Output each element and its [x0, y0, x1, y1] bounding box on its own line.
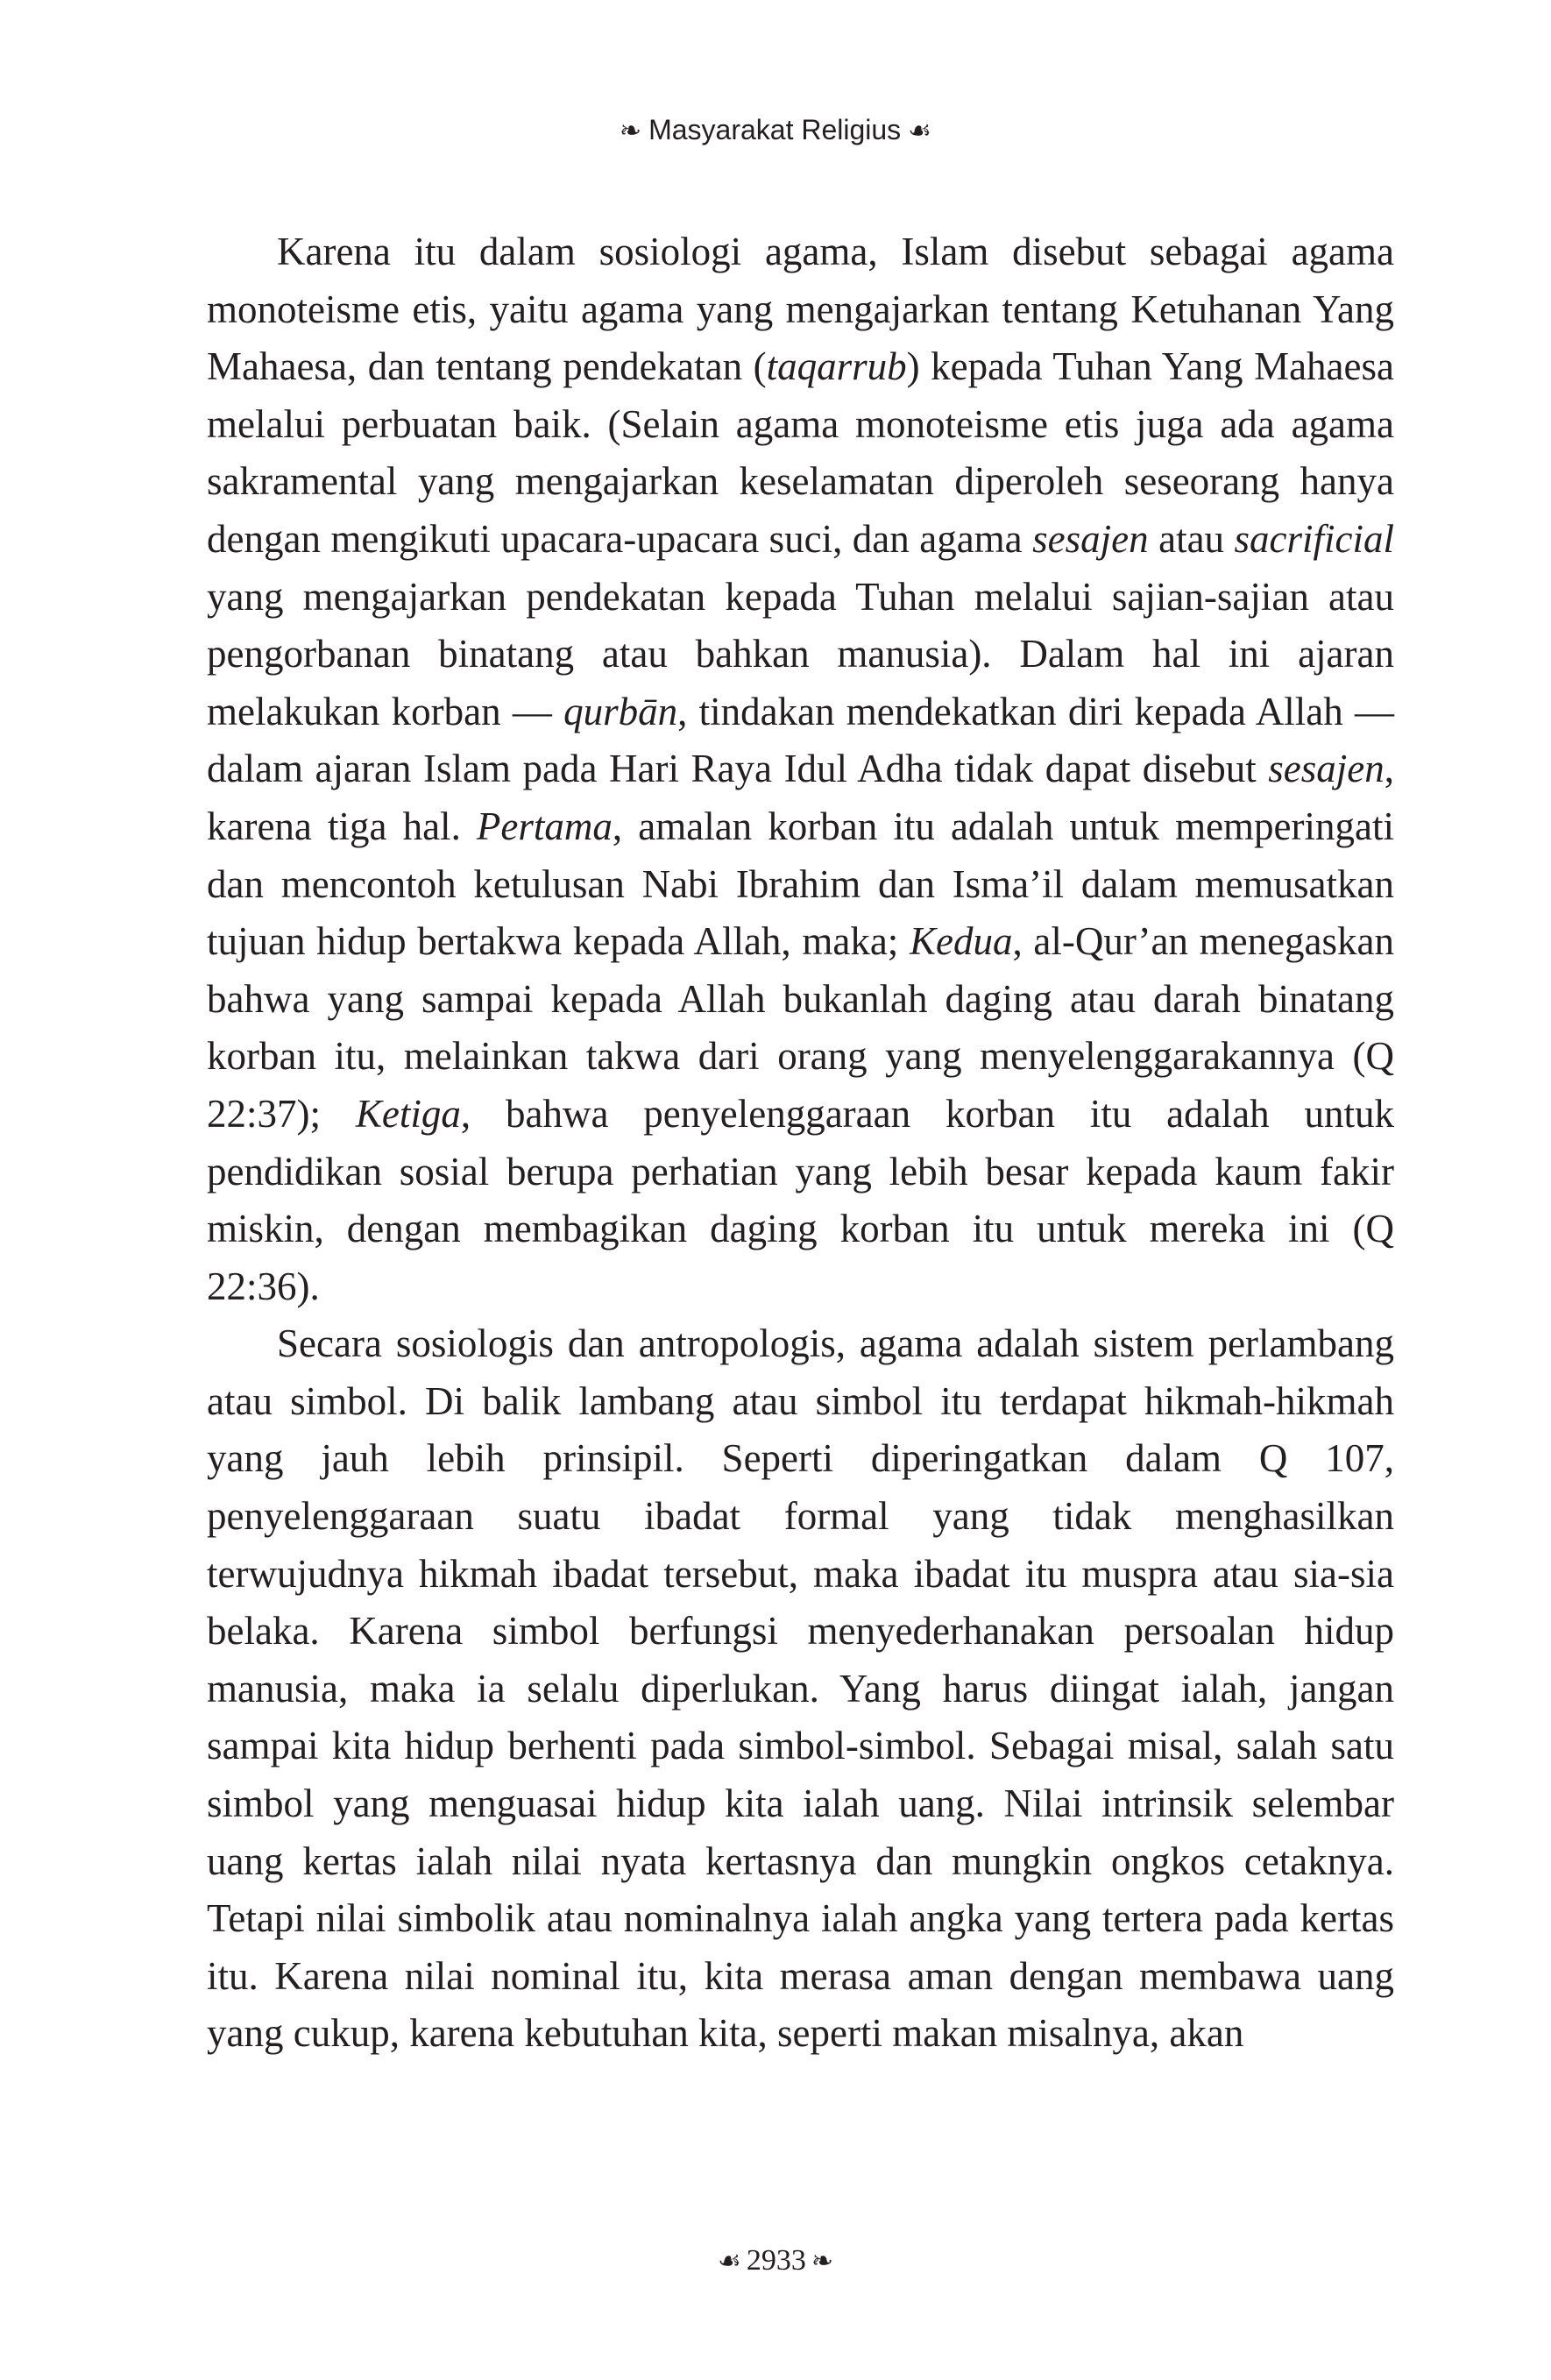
p1-text-7: , amalan korban itu adalah untuk memperingati dan mencontoh ketulusan Nabi Ibrahim dan Isma’il dalam memusatkan tujuan hidup bertakwa kepada Allah, maka;	[207, 804, 1394, 964]
right-fleuron-icon: ❧	[811, 2246, 834, 2277]
p1-italic-sesajen: sesajen	[1032, 516, 1149, 561]
page-footer	[0, 2243, 1551, 2279]
left-fleuron-icon: ☙	[717, 2246, 741, 2277]
p1-text-9: , bahwa penyelenggaraan korban itu adalah untuk pendidikan sosial berupa perhatian yang lebih besar kepada kaum fakir miskin, dengan membagikan daging korban itu untuk mereka ini (Q 22:36).	[207, 1091, 1394, 1308]
p1-italic-qurban: qurbān	[563, 689, 678, 733]
body-text	[207, 223, 1394, 2063]
paragraph-2: Secara sosiologis dan antropologis, agama adalah sistem perlambang atau simbol. Di balik lambang atau simbol itu terdapat hikmah-hikmah yang jauh lebih prinsipil. Seperti diperingatkan dalam Q 107, penyelenggaraan suatu ibadat formal yang tidak menghasilkan terwujudnya hikmah ibadat tersebut, maka ibadat itu muspra atau sia-sia belaka. Karena simbol berfungsi menyederhanakan persoalan hidup manusia, maka ia selalu diperlukan. Yang harus diingat ialah, jangan sampai kita hidup berhenti pada simbol-simbol. Sebagai misal, salah satu simbol yang menguasai hidup kita ialah uang. Nilai intrinsik selembar uang kertas ialah nilai nyata kertasnya dan mungkin ongkos cetaknya. Tetapi nilai simbolik atau nominalnya ialah angka yang tertera pada kertas itu. Karena nilai nominal itu, kita merasa aman dengan membawa uang yang cukup, karena kebutuhan kita, seperti makan misalnya, akan	[207, 1321, 1394, 2056]
p1-italic-sesajen-2: sesajen	[1268, 747, 1385, 791]
p1-text-2: ) kepada Tuhan Yang Mahaesa melalui perbuatan baik. (Selain agama monoteisme etis juga ada agama sakramental yang mengajarkan keselamatan diperoleh seseorang hanya dengan mengikuti upacara-upacara suci, dan agama	[207, 344, 1394, 561]
p1-text-1: Karena itu dalam sosiologi agama, Islam disebut sebagai agama monoteisme etis, yaitu agama yang mengajarkan tentang Ketuhanan Yang Mahaesa, dan tentang pendekatan (	[207, 230, 1394, 389]
p1-text-4: yang mengajarkan pendekatan kepada Tuhan melalui sajian-sajian atau pengorbanan binatang atau bahkan manusia). Dalam hal ini ajaran melakukan korban —	[207, 574, 1394, 733]
p1-italic-sacrificial: sacrificial	[1234, 516, 1394, 561]
p1-text-6: , karena tiga hal.	[207, 747, 1394, 848]
p1-italic-taqarrub: taqarrub	[766, 344, 907, 389]
p1-text-8: , al-Qur’an menegaskan bahwa yang sampai kepada Allah bukanlah daging atau darah binatang korban itu, melainkan takwa dari orang yang menyelenggarakannya (Q 22:37);	[207, 919, 1394, 1136]
page-number: 2933	[746, 2244, 806, 2277]
header-title: Masyarakat Religius	[648, 114, 902, 145]
paragraph-1	[207, 223, 1394, 1315]
p1-text-3: atau	[1148, 516, 1235, 561]
p1-italic-pertama: Pertama	[476, 804, 613, 848]
left-fleuron-icon: ❧	[619, 116, 642, 146]
p1-italic-kedua: Kedua	[909, 919, 1013, 964]
right-fleuron-icon: ☙	[908, 116, 932, 146]
p1-text-5: , tindakan mendekatkan diri kepada Allah — dalam ajaran Islam pada Hari Raya Idul Adha tidak dapat disebut	[207, 689, 1394, 791]
p1-italic-ketiga: Ketiga	[355, 1091, 461, 1136]
running-header	[0, 112, 1551, 149]
